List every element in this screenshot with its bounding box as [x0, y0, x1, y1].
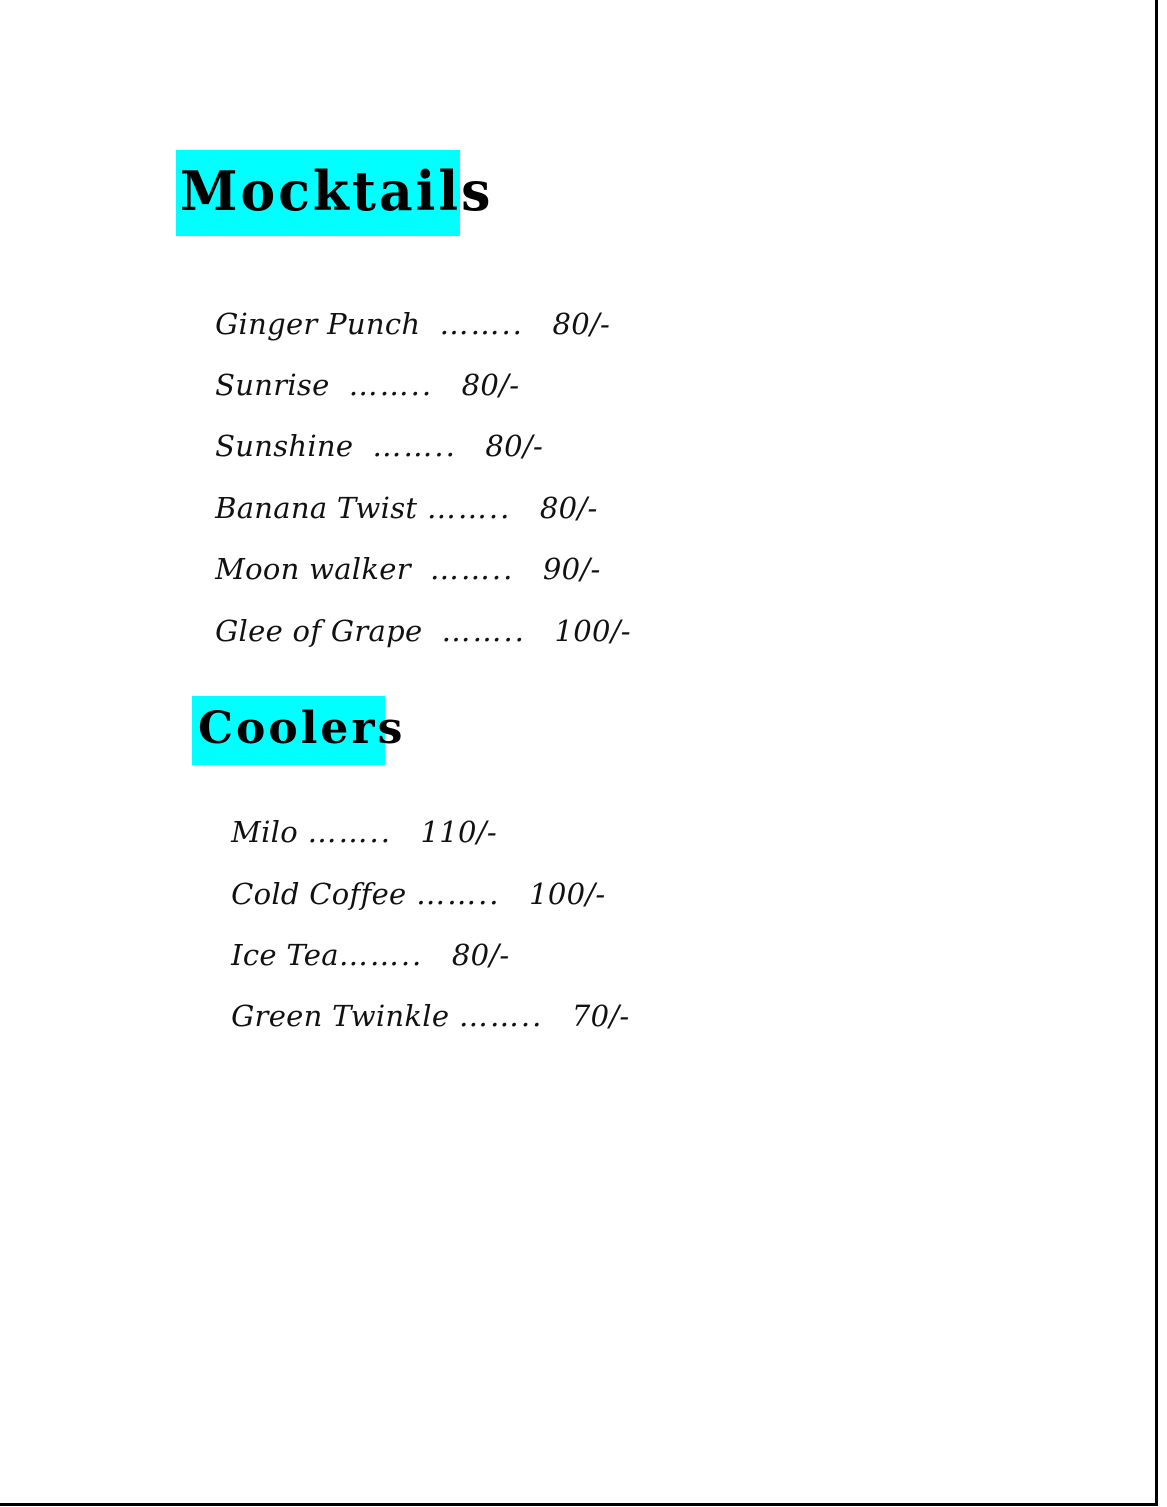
item-price: 90/- [542, 552, 601, 586]
item-leader-dots: …….. [338, 938, 424, 972]
item-price: 80/- [451, 938, 510, 972]
item-price: 80/- [461, 368, 520, 402]
item-leader-dots: …….. [372, 429, 457, 463]
item-leader-dots: …….. [429, 552, 515, 586]
item-name: Sunshine [215, 429, 354, 463]
item-name: Glee of Grape [215, 614, 423, 648]
item-name: Milo [231, 815, 298, 849]
item-price: 80/- [552, 307, 611, 341]
item-leader-dots: …….. [416, 877, 501, 911]
item-leader-dots: …….. [348, 368, 434, 402]
menu-item [177, 588, 631, 675]
item-leader-dots: …….. [441, 614, 526, 648]
item-leader-dots: …….. [458, 999, 544, 1033]
coolers-heading: Coolers [192, 696, 385, 765]
item-name: Cold Coffee [231, 877, 407, 911]
item-name: Moon walker [215, 552, 411, 586]
item-price: 70/- [571, 999, 630, 1033]
menu-item [193, 973, 630, 1060]
item-price: 110/- [420, 815, 497, 849]
item-name: Sunrise [215, 368, 330, 402]
item-name: Green Twinkle [231, 999, 450, 1033]
item-leader-dots: …….. [439, 307, 524, 341]
item-name: Ice Tea [231, 938, 339, 972]
item-price: 100/- [554, 614, 631, 648]
item-name: Banana Twist [215, 491, 418, 525]
mocktails-heading: Mocktails [176, 150, 460, 236]
item-price: 80/- [485, 429, 544, 463]
item-leader-dots: …….. [307, 815, 392, 849]
item-price: 100/- [529, 877, 606, 911]
item-leader-dots: …….. [426, 491, 512, 525]
item-name: Ginger Punch [215, 307, 421, 341]
item-price: 80/- [539, 491, 598, 525]
